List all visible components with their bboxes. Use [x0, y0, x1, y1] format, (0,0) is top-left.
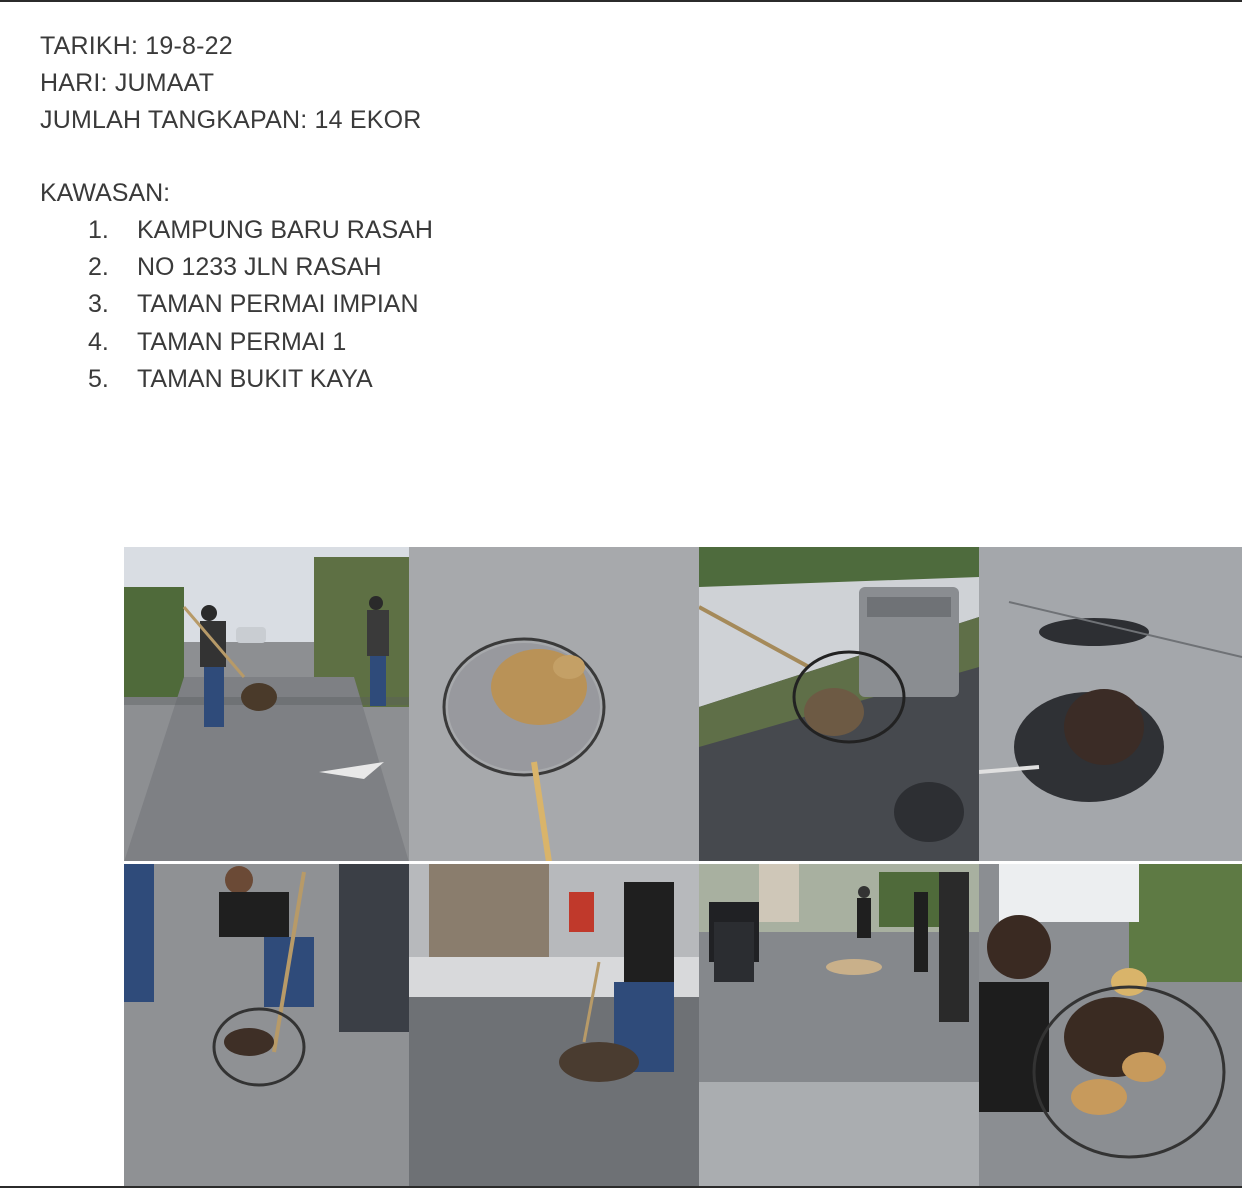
photo-row-divider [124, 861, 1242, 864]
officer-netting-photo [124, 862, 409, 1186]
net-and-cage-photo [699, 547, 979, 862]
areas-title: KAWASAN: [40, 179, 171, 207]
dark-dog-in-net-photo [979, 547, 1242, 862]
list-item: 1. KAMPUNG BARU RASAH [88, 212, 433, 249]
date-line: TARIKH: 19-8-22 [40, 32, 233, 60]
area-name: KAMPUNG BARU RASAH [137, 216, 433, 244]
area-name: NO 1233 JLN RASAH [137, 253, 382, 282]
area-name: TAMAN PERMAI IMPIAN [137, 290, 419, 319]
top-border [0, 0, 1242, 2]
list-item: 4. TAMAN PERMAI 1 [88, 324, 433, 361]
dog-in-net-photo [409, 547, 699, 862]
report-header [40, 28, 422, 139]
area-name: TAMAN BUKIT KAYA [137, 364, 373, 393]
areas-list [88, 212, 433, 398]
list-item: 3. TAMAN PERMAI IMPIAN [88, 286, 433, 323]
list-item: 5. TAMAN BUKIT KAYA [88, 361, 433, 398]
total-catch-line: JUMLAH TANGKAPAN: 14 EKOR [40, 106, 422, 134]
photo-collage [124, 547, 1242, 1186]
road-team-photo [699, 862, 979, 1186]
list-item: 2. NO 1233 JLN RASAH [88, 249, 433, 286]
area-name: TAMAN PERMAI 1 [137, 327, 347, 356]
officer-carrying-net-photo [409, 862, 699, 1186]
puppies-handling-photo [979, 862, 1242, 1186]
day-line: HARI: JUMAAT [40, 69, 215, 97]
street-catch-photo [124, 547, 409, 862]
